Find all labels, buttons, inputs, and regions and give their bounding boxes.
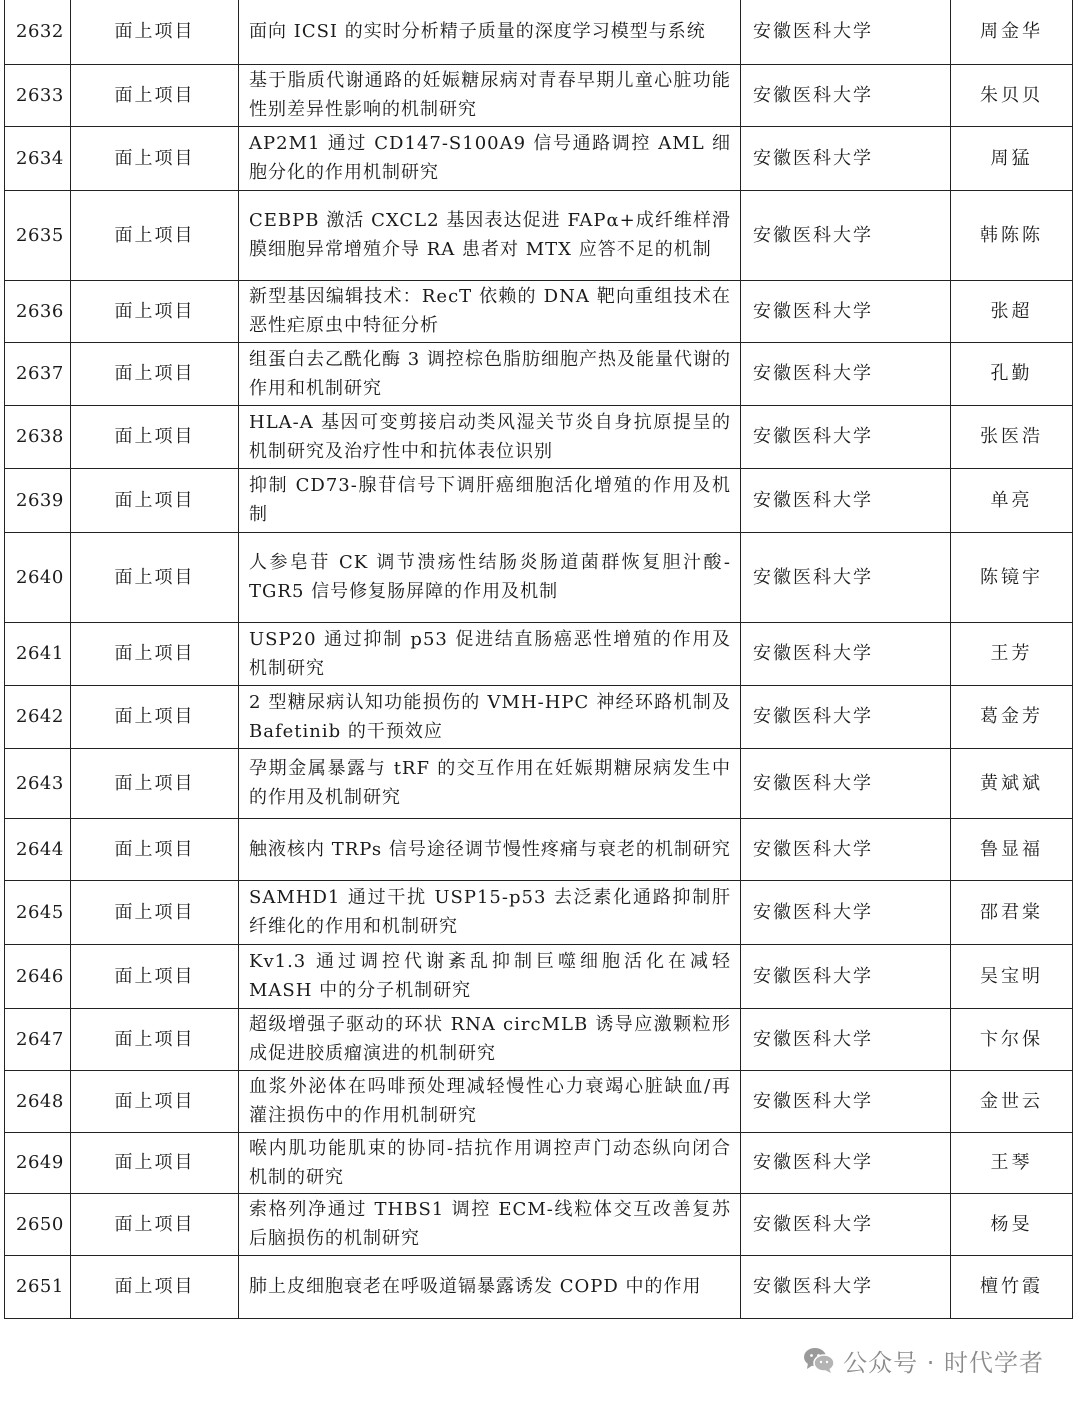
cell-category: 面上项目 [71,468,239,532]
cell-institution: 安徽医科大学 [741,944,951,1008]
watermark [803,1343,1044,1377]
cell-project-no: 2643 [5,748,71,818]
cell-institution: 安徽医科大学 [741,622,951,685]
cell-principal-investigator: 邵君棠 [951,880,1073,944]
cell-principal-investigator: 黄斌斌 [951,748,1073,818]
project-table [4,0,1073,1319]
cell-project-title: 索格列净通过 THBS1 调控 ECM-线粒体交互改善复苏后脑损伤的机制研究 [239,1193,741,1255]
cell-category: 面上项目 [71,1193,239,1255]
cell-category: 面上项目 [71,685,239,748]
cell-project-no: 2649 [5,1132,71,1193]
cell-project-no: 2636 [5,280,71,342]
cell-institution: 安徽医科大学 [741,64,951,126]
table-row [5,748,1073,818]
cell-institution: 安徽医科大学 [741,280,951,342]
table-row [5,818,1073,880]
table-row [5,0,1073,64]
table-row [5,1132,1073,1193]
cell-category: 面上项目 [71,280,239,342]
cell-category: 面上项目 [71,880,239,944]
wechat-icon [803,1346,835,1374]
cell-category: 面上项目 [71,126,239,190]
cell-project-no: 2646 [5,944,71,1008]
cell-category: 面上项目 [71,1132,239,1193]
watermark-text: 公众号 · 时代学者 [843,1348,1044,1377]
cell-principal-investigator: 檀竹霞 [951,1255,1073,1318]
cell-project-no: 2645 [5,880,71,944]
cell-institution: 安徽医科大学 [741,405,951,468]
cell-project-title: CEBPB 激活 CXCL2 基因表达促进 FAPα+成纤维样滑膜细胞异常增殖介导 RA 患者对 MTX 应答不足的机制 [239,190,741,280]
cell-principal-investigator: 葛金芳 [951,685,1073,748]
cell-principal-investigator: 周猛 [951,126,1073,190]
cell-institution: 安徽医科大学 [741,342,951,405]
cell-project-title: 组蛋白去乙酰化酶 3 调控棕色脂肪细胞产热及能量代谢的作用和机制研究 [239,342,741,405]
cell-principal-investigator: 陈镜宇 [951,532,1073,622]
cell-project-no: 2640 [5,532,71,622]
cell-project-no: 2648 [5,1070,71,1132]
cell-project-title: 超级增强子驱动的环状 RNA circMLB 诱导应激颗粒形成促进胶质瘤演进的机制研究 [239,1008,741,1070]
table-row [5,126,1073,190]
cell-project-no: 2642 [5,685,71,748]
cell-project-title: 面向 ICSI 的实时分析精子质量的深度学习模型与系统 [239,0,741,64]
table-row [5,1008,1073,1070]
cell-principal-investigator: 金世云 [951,1070,1073,1132]
cell-institution: 安徽医科大学 [741,1255,951,1318]
cell-principal-investigator: 杨旻 [951,1193,1073,1255]
cell-project-title: 人参皂苷 CK 调节溃疡性结肠炎肠道菌群恢复胆汁酸-TGR5 信号修复肠屏障的作用及机制 [239,532,741,622]
cell-principal-investigator: 鲁显福 [951,818,1073,880]
table-row [5,685,1073,748]
cell-project-title: 肺上皮细胞衰老在呼吸道镉暴露诱发 COPD 中的作用 [239,1255,741,1318]
cell-project-title: 基于脂质代谢通路的妊娠糖尿病对青春早期儿童心脏功能性别差异性影响的机制研究 [239,64,741,126]
cell-institution: 安徽医科大学 [741,468,951,532]
cell-project-title: 血浆外泌体在吗啡预处理减轻慢性心力衰竭心脏缺血/再灌注损伤中的作用机制研究 [239,1070,741,1132]
cell-category: 面上项目 [71,532,239,622]
cell-category: 面上项目 [71,748,239,818]
cell-project-no: 2639 [5,468,71,532]
cell-project-no: 2635 [5,190,71,280]
table-row [5,64,1073,126]
cell-project-title: HLA-A 基因可变剪接启动类风湿关节炎自身抗原提呈的机制研究及治疗性中和抗体表位识别 [239,405,741,468]
table-row [5,190,1073,280]
cell-project-title: AP2M1 通过 CD147-S100A9 信号通路调控 AML 细胞分化的作用机制研究 [239,126,741,190]
cell-project-no: 2634 [5,126,71,190]
table-row [5,1070,1073,1132]
cell-project-title: 抑制 CD73-腺苷信号下调肝癌细胞活化增殖的作用及机制 [239,468,741,532]
cell-category: 面上项目 [71,64,239,126]
cell-principal-investigator: 周金华 [951,0,1073,64]
cell-project-title: USP20 通过抑制 p53 促进结直肠癌恶性增殖的作用及机制研究 [239,622,741,685]
table-row [5,405,1073,468]
cell-project-title: 2 型糖尿病认知功能损伤的 VMH-HPC 神经环路机制及 Bafetinib 的干预效应 [239,685,741,748]
cell-project-no: 2647 [5,1008,71,1070]
cell-category: 面上项目 [71,1070,239,1132]
cell-project-title: SAMHD1 通过干扰 USP15-p53 去泛素化通路抑制肝纤维化的作用和机制研究 [239,880,741,944]
cell-project-no: 2637 [5,342,71,405]
cell-project-no: 2651 [5,1255,71,1318]
cell-institution: 安徽医科大学 [741,126,951,190]
cell-category: 面上项目 [71,1255,239,1318]
table-row [5,1193,1073,1255]
cell-category: 面上项目 [71,405,239,468]
cell-institution: 安徽医科大学 [741,0,951,64]
cell-principal-investigator: 朱贝贝 [951,64,1073,126]
cell-principal-investigator: 韩陈陈 [951,190,1073,280]
cell-category: 面上项目 [71,342,239,405]
cell-institution: 安徽医科大学 [741,1070,951,1132]
cell-project-title: 孕期金属暴露与 tRF 的交互作用在妊娠期糖尿病发生中的作用及机制研究 [239,748,741,818]
table-row [5,944,1073,1008]
cell-project-title: 新型基因编辑技术：RecT 依赖的 DNA 靶向重组技术在恶性疟原虫中特征分析 [239,280,741,342]
cell-institution: 安徽医科大学 [741,1132,951,1193]
cell-institution: 安徽医科大学 [741,1008,951,1070]
cell-category: 面上项目 [71,190,239,280]
cell-principal-investigator: 王芳 [951,622,1073,685]
cell-project-no: 2641 [5,622,71,685]
table-row [5,342,1073,405]
table-row [5,1255,1073,1318]
cell-principal-investigator: 吴宝明 [951,944,1073,1008]
cell-project-no: 2632 [5,0,71,64]
cell-project-no: 2633 [5,64,71,126]
table-row [5,280,1073,342]
table-row [5,532,1073,622]
cell-project-no: 2650 [5,1193,71,1255]
cell-project-title: 触液核内 TRPs 信号途径调节慢性疼痛与衰老的机制研究 [239,818,741,880]
cell-project-no: 2644 [5,818,71,880]
cell-category: 面上项目 [71,0,239,64]
cell-category: 面上项目 [71,944,239,1008]
cell-category: 面上项目 [71,818,239,880]
cell-institution: 安徽医科大学 [741,748,951,818]
cell-principal-investigator: 王琴 [951,1132,1073,1193]
cell-principal-investigator: 孔勤 [951,342,1073,405]
table-row [5,880,1073,944]
cell-project-title: Kv1.3 通过调控代谢紊乱抑制巨噬细胞活化在减轻 MASH 中的分子机制研究 [239,944,741,1008]
cell-project-no: 2638 [5,405,71,468]
table-row [5,622,1073,685]
cell-institution: 安徽医科大学 [741,818,951,880]
cell-project-title: 喉内肌功能肌束的协同-拮抗作用调控声门动态纵向闭合机制的研究 [239,1132,741,1193]
cell-principal-investigator: 张超 [951,280,1073,342]
cell-category: 面上项目 [71,622,239,685]
cell-institution: 安徽医科大学 [741,1193,951,1255]
cell-principal-investigator: 张医浩 [951,405,1073,468]
cell-principal-investigator: 卞尔保 [951,1008,1073,1070]
cell-category: 面上项目 [71,1008,239,1070]
cell-institution: 安徽医科大学 [741,880,951,944]
cell-institution: 安徽医科大学 [741,190,951,280]
cell-principal-investigator: 单亮 [951,468,1073,532]
cell-institution: 安徽医科大学 [741,685,951,748]
table-row [5,468,1073,532]
cell-institution: 安徽医科大学 [741,532,951,622]
